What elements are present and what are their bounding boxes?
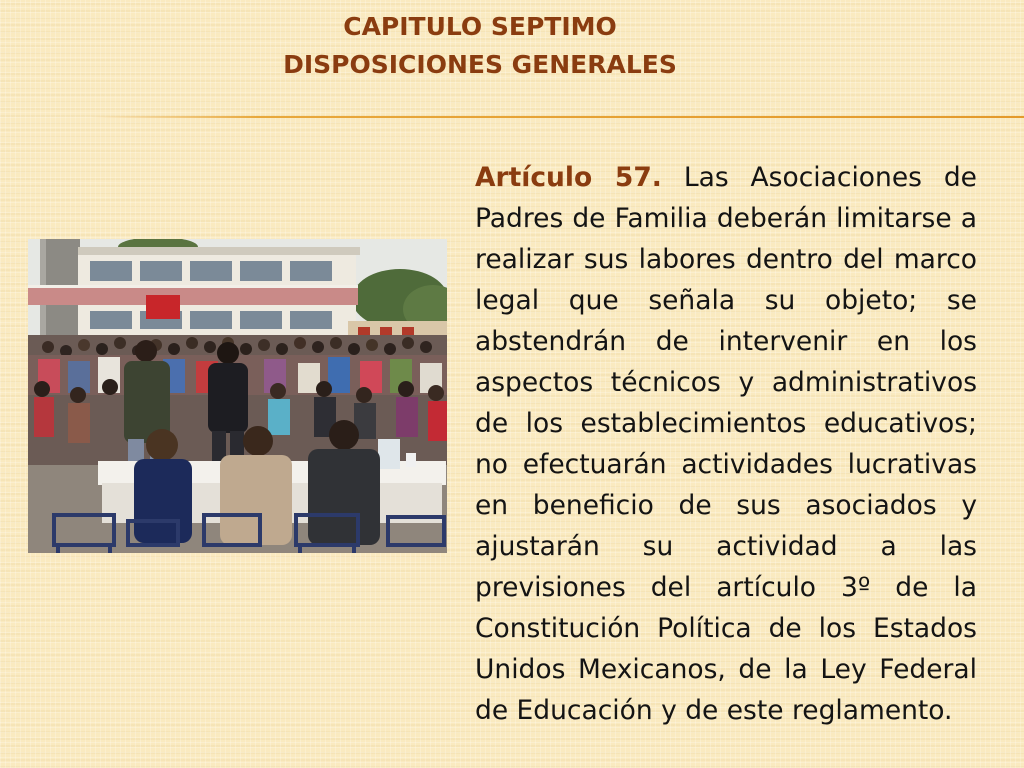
section-title: DISPOSICIONES GENERALES xyxy=(283,50,677,79)
meeting-photo xyxy=(28,239,447,553)
article-text: Las Asociaciones de Padres de Familia deberán limitarse a realizar sus labores dentro del marco legal que señala su objeto; se abstendrán de intervenir en los aspectos técnicos y administrativos de los establecimientos educativos; no efectuarán actividades lucrativas en beneficio de sus asociados y ajustarán su actividad a las previsiones del artículo 3º de la Constitución Política de los Estados Unidos Mexicanos, de la Ley Federal de Educación y de este reglamento. xyxy=(475,162,977,726)
article-body xyxy=(475,157,977,731)
title-block xyxy=(0,8,960,84)
article-label: Artículo 57. xyxy=(475,162,662,193)
chapter-title: CAPITULO SEPTIMO xyxy=(343,12,617,41)
title-divider xyxy=(90,116,1024,118)
